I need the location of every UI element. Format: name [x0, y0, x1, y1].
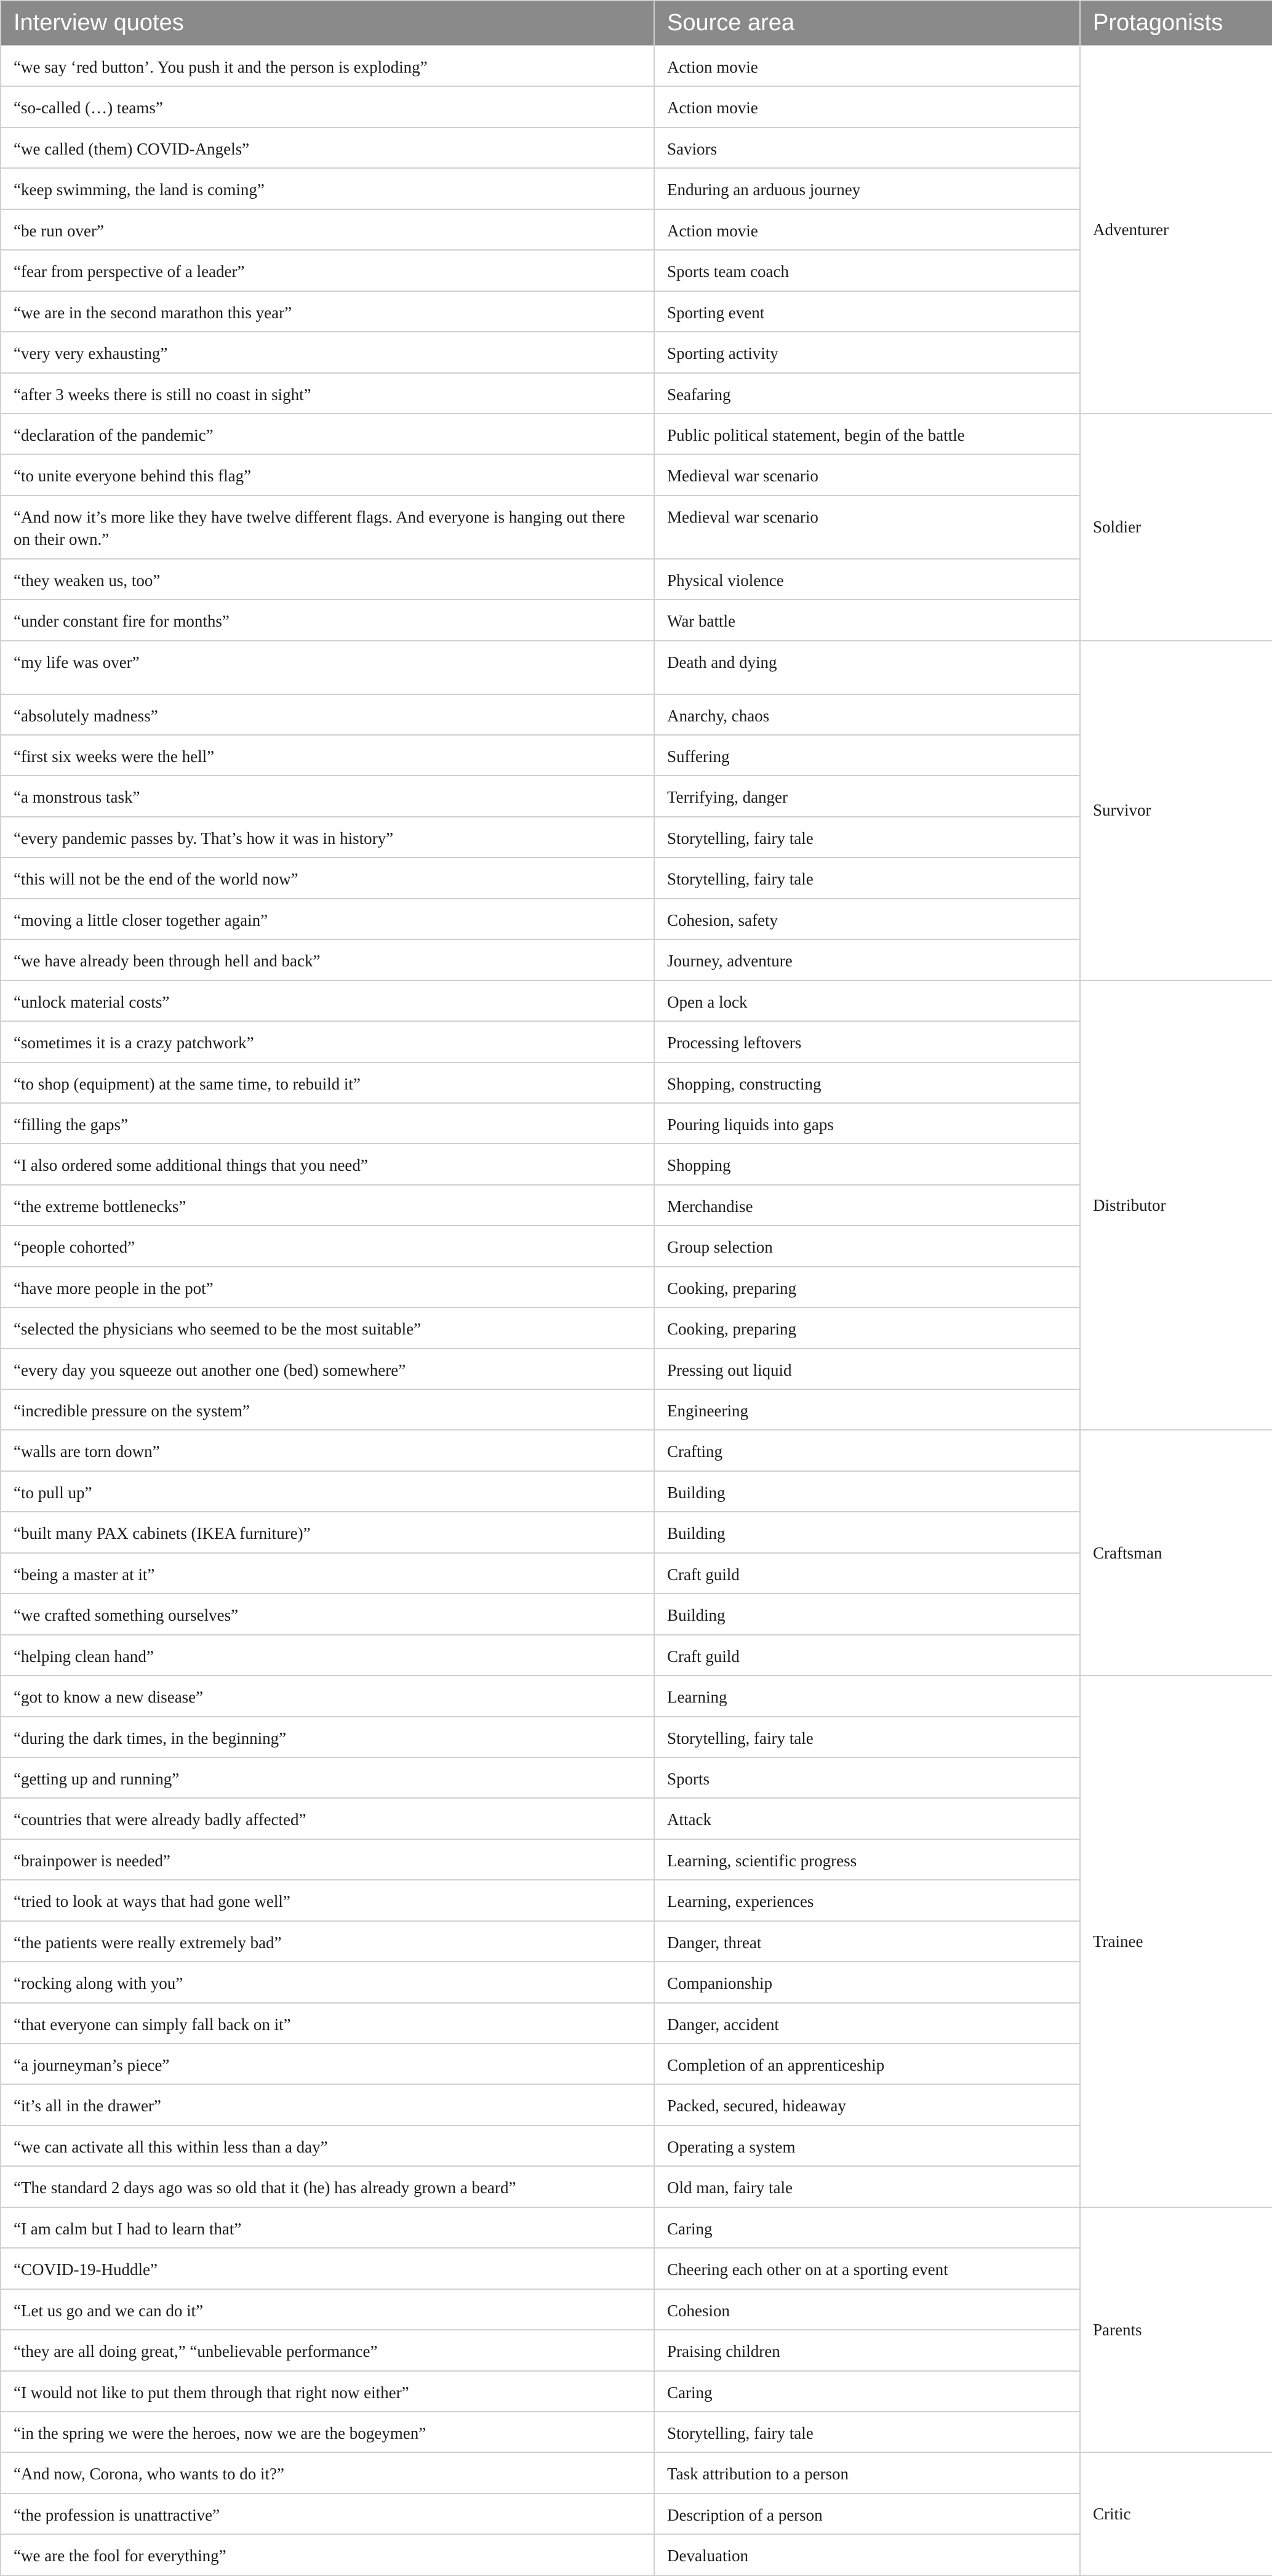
interview-quote-cell: “And now, Corona, who wants to do it?” [1, 2452, 654, 2493]
table-body [1, 46, 1272, 2575]
interview-quote-cell: “a monstrous task” [1, 776, 654, 816]
source-area-cell: Enduring an arduous journey [654, 168, 1080, 209]
source-area-cell: Group selection [654, 1226, 1080, 1266]
interview-quote-cell: “I am calm but I had to learn that” [1, 2207, 654, 2248]
source-area-cell: Learning, experiences [654, 1880, 1080, 1920]
interview-quote-cell: “got to know a new disease” [1, 1675, 654, 1716]
source-area-cell: Description of a person [654, 2494, 1080, 2534]
table-row [1, 641, 1272, 694]
source-area-cell: Sporting activity [654, 332, 1080, 372]
interview-quote-cell: “we called (them) COVID-Angels” [1, 127, 654, 168]
source-area-cell: Building [654, 1512, 1080, 1552]
source-area-cell: Task attribution to a person [654, 2452, 1080, 2493]
source-area-cell: Terrifying, danger [654, 776, 1080, 816]
source-area-cell: Physical violence [654, 559, 1080, 600]
header-protagonists: Protagonists [1080, 1, 1272, 46]
interview-quote-cell: “have more people in the pot” [1, 1267, 654, 1307]
source-area-cell: Sports team coach [654, 250, 1080, 291]
interview-quote-cell: “getting up and running” [1, 1757, 654, 1798]
table-header [1, 1, 1272, 46]
source-area-cell: Engineering [654, 1389, 1080, 1430]
source-area-cell: Old man, fairy tale [654, 2166, 1080, 2207]
interview-quote-cell: “incredible pressure on the system” [1, 1389, 654, 1430]
source-area-cell: Danger, accident [654, 2003, 1080, 2044]
source-area-cell: Death and dying [654, 641, 1080, 694]
source-area-cell: Operating a system [654, 2125, 1080, 2166]
interview-quote-cell: “countries that were already badly affected” [1, 1798, 654, 1839]
interview-quote-cell: “during the dark times, in the beginning” [1, 1717, 654, 1757]
interview-quote-cell: “The standard 2 days ago was so old that it (he) has already grown a beard” [1, 2166, 654, 2207]
interview-quote-cell: “we say ‘red button’. You push it and the person is exploding” [1, 46, 654, 86]
source-area-cell: Learning [654, 1675, 1080, 1716]
interview-quote-cell: “I would not like to put them through that right now either” [1, 2371, 654, 2412]
protagonist-cell: Parents [1080, 2207, 1272, 2453]
interview-quote-cell: “they weaken us, too” [1, 559, 654, 600]
source-area-cell: Sporting event [654, 291, 1080, 332]
table-row [1, 981, 1272, 1021]
table-row [1, 46, 1272, 86]
source-area-cell: Action movie [654, 209, 1080, 250]
source-area-cell: Anarchy, chaos [654, 694, 1080, 735]
interview-quote-cell: “declaration of the pandemic” [1, 414, 654, 454]
source-area-cell: Cooking, preparing [654, 1267, 1080, 1307]
table-row [1, 1430, 1272, 1471]
interview-quote-cell: “And now it’s more like they have twelve different flags. And everyone is hanging out there on their own.” [1, 496, 654, 559]
source-area-cell: Medieval war scenario [654, 454, 1080, 495]
source-area-cell: Praising children [654, 2330, 1080, 2370]
protagonist-cell: Survivor [1080, 641, 1272, 981]
protagonist-cell: Trainee [1080, 1675, 1272, 2207]
interview-quote-cell: “walls are torn down” [1, 1430, 654, 1471]
interview-quote-cell: “fear from perspective of a leader” [1, 250, 654, 291]
header-interview-quotes: Interview quotes [1, 1, 654, 46]
source-area-cell: Processing leftovers [654, 1021, 1080, 1062]
source-area-cell: Completion of an apprenticeship [654, 2044, 1080, 2084]
interview-quote-cell: “under constant fire for months” [1, 600, 654, 640]
interview-quote-cell: “it’s all in the drawer” [1, 2084, 654, 2125]
source-area-cell: Open a lock [654, 981, 1080, 1021]
interview-quote-cell: “rocking along with you” [1, 1962, 654, 2002]
interview-quote-cell: “keep swimming, the land is coming” [1, 168, 654, 209]
source-area-cell: Storytelling, fairy tale [654, 2412, 1080, 2452]
interview-quote-cell: “we are the fool for everything” [1, 2534, 654, 2575]
source-area-cell: Building [654, 1471, 1080, 1512]
interview-quote-cell: “the patients were really extremely bad” [1, 1921, 654, 1962]
interview-quote-cell: “helping clean hand” [1, 1635, 654, 1675]
protagonist-cell: Craftsman [1080, 1430, 1272, 1675]
table-row [1, 414, 1272, 454]
source-area-cell: Attack [654, 1798, 1080, 1839]
interview-quote-cell: “this will not be the end of the world now” [1, 857, 654, 898]
interview-quote-cell: “being a master at it” [1, 1553, 654, 1594]
source-area-cell: Danger, threat [654, 1921, 1080, 1962]
source-area-cell: Cohesion, safety [654, 899, 1080, 939]
source-area-cell: Medieval war scenario [654, 496, 1080, 559]
source-area-cell: Saviors [654, 127, 1080, 168]
source-area-cell: Devaluation [654, 2534, 1080, 2575]
source-area-cell: Caring [654, 2207, 1080, 2248]
interview-quote-cell: “the profession is unattractive” [1, 2494, 654, 2534]
source-area-cell: Suffering [654, 735, 1080, 776]
source-area-cell: Seafaring [654, 373, 1080, 414]
interview-quote-cell: “they are all doing great,” “unbelievable performance” [1, 2330, 654, 2370]
source-area-cell: Public political statement, begin of the battle [654, 414, 1080, 454]
interview-quote-cell: “we crafted something ourselves” [1, 1594, 654, 1634]
interview-quote-cell: “built many PAX cabinets (IKEA furniture)” [1, 1512, 654, 1552]
interview-quote-cell: “sometimes it is a crazy patchwork” [1, 1021, 654, 1062]
source-area-cell: Craft guild [654, 1553, 1080, 1594]
interview-quote-cell: “COVID-19-Huddle” [1, 2248, 654, 2289]
interview-quote-cell: “we are in the second marathon this year” [1, 291, 654, 332]
protagonist-cell: Soldier [1080, 414, 1272, 641]
interview-quote-cell: “first six weeks were the hell” [1, 735, 654, 776]
interview-quote-cell: “my life was over” [1, 641, 654, 694]
table-row [1, 2452, 1272, 2493]
interview-quote-cell: “to shop (equipment) at the same time, to rebuild it” [1, 1062, 654, 1103]
source-area-cell: Packed, secured, hideaway [654, 2084, 1080, 2125]
interview-quote-cell: “I also ordered some additional things that you need” [1, 1144, 654, 1184]
interview-quote-cell: “Let us go and we can do it” [1, 2289, 654, 2330]
interview-quote-cell: “brainpower is needed” [1, 1839, 654, 1880]
interview-quote-cell: “we can activate all this within less than a day” [1, 2125, 654, 2166]
table-row [1, 2207, 1272, 2248]
protagonist-cell: Distributor [1080, 981, 1272, 1430]
interview-quote-cell: “that everyone can simply fall back on it” [1, 2003, 654, 2044]
header-source-area: Source area [654, 1, 1080, 46]
source-area-cell: Sports [654, 1757, 1080, 1798]
source-area-cell: Action movie [654, 86, 1080, 127]
interview-quote-cell: “filling the gaps” [1, 1103, 654, 1144]
source-area-cell: Merchandise [654, 1185, 1080, 1226]
interview-quote-cell: “to pull up” [1, 1471, 654, 1512]
interview-quote-cell: “so-called (…) teams” [1, 86, 654, 127]
interview-quote-cell: “to unite everyone behind this flag” [1, 454, 654, 495]
interview-quote-cell: “every day you squeeze out another one (bed) somewhere” [1, 1349, 654, 1389]
interview-quote-cell: “people cohorted” [1, 1226, 654, 1266]
source-area-cell: Cheering each other on at a sporting event [654, 2248, 1080, 2289]
interview-quote-cell: “selected the physicians who seemed to be the most suitable” [1, 1307, 654, 1348]
source-area-cell: Storytelling, fairy tale [654, 857, 1080, 898]
interview-quote-cell: “a journeyman’s piece” [1, 2044, 654, 2084]
source-area-cell: Building [654, 1594, 1080, 1634]
source-area-cell: Crafting [654, 1430, 1080, 1471]
header-row [1, 1, 1272, 46]
source-area-cell: Storytelling, fairy tale [654, 1717, 1080, 1757]
source-area-cell: War battle [654, 600, 1080, 640]
source-area-cell: Shopping, constructing [654, 1062, 1080, 1103]
source-area-cell: Pouring liquids into gaps [654, 1103, 1080, 1144]
source-area-cell: Pressing out liquid [654, 1349, 1080, 1389]
interview-quote-cell: “very very exhausting” [1, 332, 654, 372]
source-area-cell: Storytelling, fairy tale [654, 817, 1080, 857]
interview-quote-cell: “we have already been through hell and back” [1, 939, 654, 980]
interview-quote-cell: “tried to look at ways that had gone well” [1, 1880, 654, 1920]
interview-quote-cell: “absolutely madness” [1, 694, 654, 735]
source-area-cell: Learning, scientific progress [654, 1839, 1080, 1880]
protagonist-cell: Critic [1080, 2452, 1272, 2575]
source-area-cell: Action movie [654, 46, 1080, 86]
interview-quote-cell: “after 3 weeks there is still no coast in sight” [1, 373, 654, 414]
source-area-cell: Companionship [654, 1962, 1080, 2002]
source-area-cell: Journey, adventure [654, 939, 1080, 980]
interview-quote-cell: “be run over” [1, 209, 654, 250]
table-row [1, 1675, 1272, 1716]
interview-quote-cell: “moving a little closer together again” [1, 899, 654, 939]
source-area-cell: Shopping [654, 1144, 1080, 1184]
source-area-cell: Caring [654, 2371, 1080, 2412]
source-area-cell: Cohesion [654, 2289, 1080, 2330]
interview-quote-cell: “every pandemic passes by. That’s how it was in history” [1, 817, 654, 857]
source-area-cell: Craft guild [654, 1635, 1080, 1675]
interview-quote-cell: “in the spring we were the heroes, now we are the bogeymen” [1, 2412, 654, 2452]
protagonist-cell: Adventurer [1080, 46, 1272, 414]
interview-quote-cell: “unlock material costs” [1, 981, 654, 1021]
source-area-cell: Cooking, preparing [654, 1307, 1080, 1348]
interview-quote-cell: “the extreme bottlenecks” [1, 1185, 654, 1226]
